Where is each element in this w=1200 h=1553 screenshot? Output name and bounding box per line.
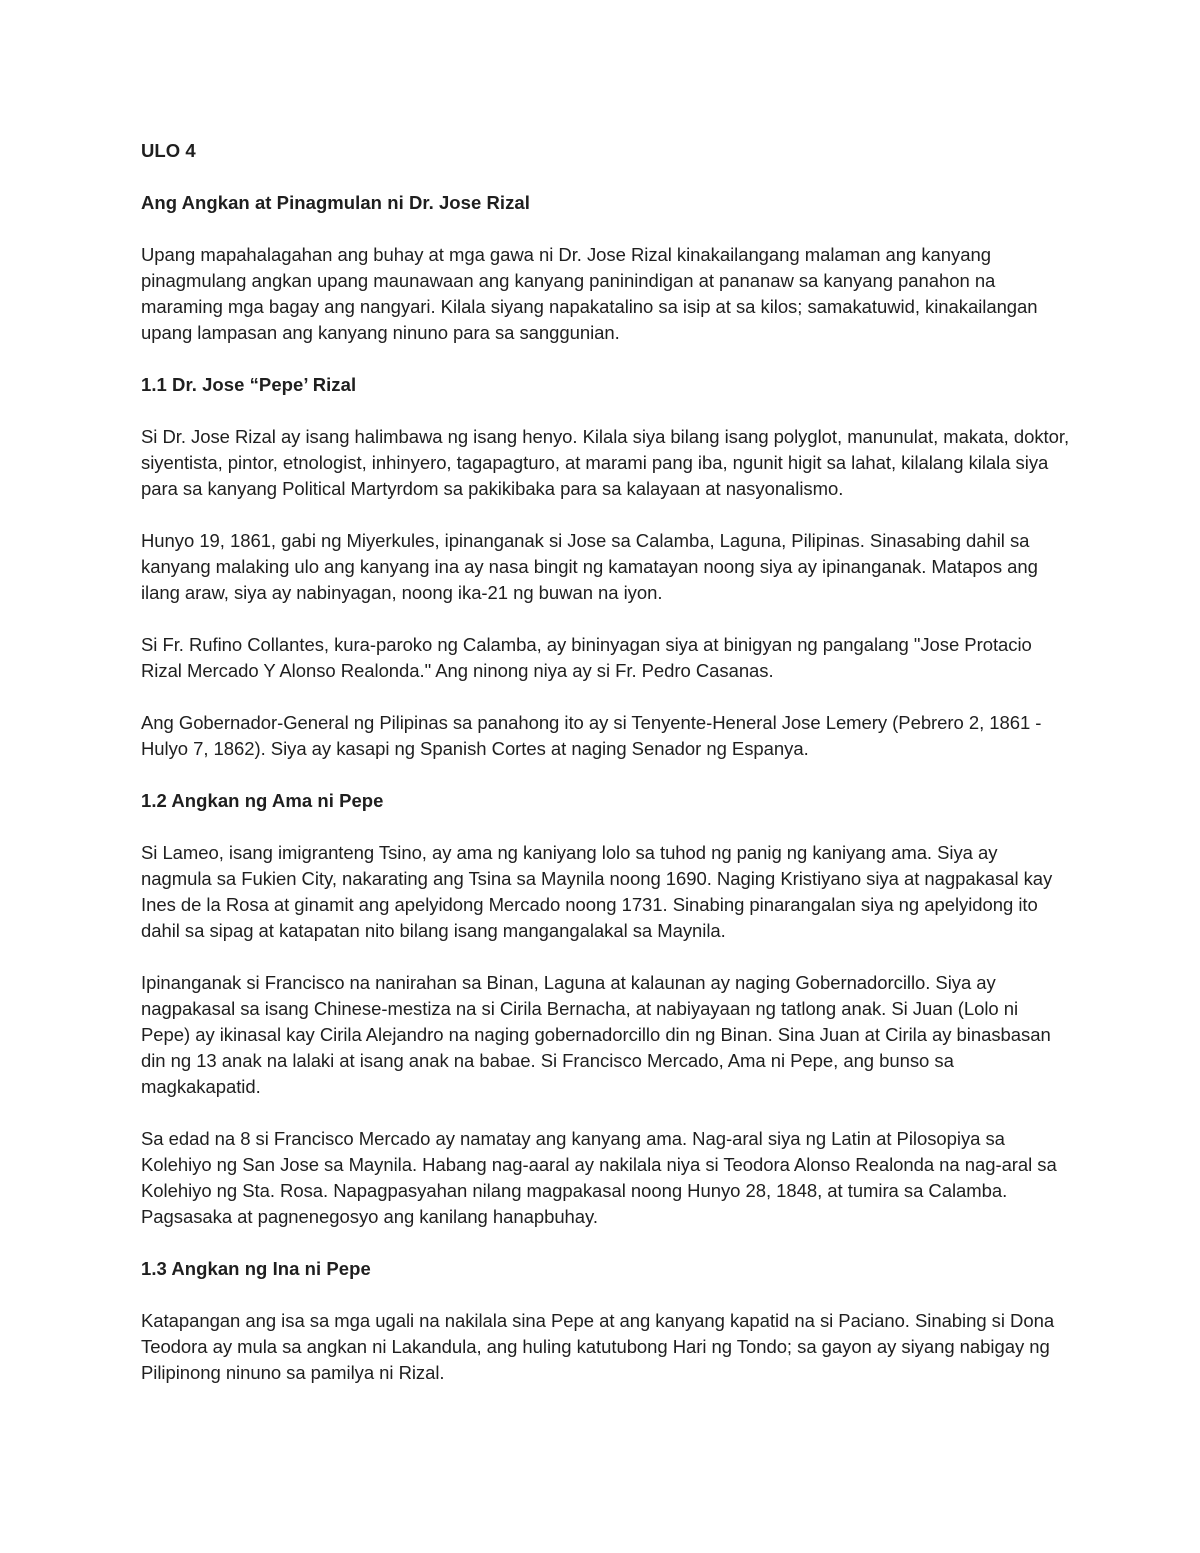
intro-paragraph: Upang mapahalagahan ang buhay at mga gawa ni Dr. Jose Rizal kinakailangang malaman ang kanyang pinagmulang angkan upang maunawaan ang kanyang paninindigan at pananaw sa kanyang panahon na maraming mga bagay ang nangyari. Kilala siyang napakatalino sa isip at sa kilos; samakatuwid, kinakailangan upang lampasan ang kanyang ninuno para sa sanggunian. [141, 244, 1038, 343]
document-title: ULO 4 [141, 140, 196, 161]
section-paragraph: Si Fr. Rufino Collantes, kura-paroko ng Calamba, ay bininyagan siya at binigyan ng pangalang "Jose Protacio Rizal Mercado Y Alonso Realonda." Ang ninong niya ay si Fr. Pedro Casanas. [141, 634, 1032, 681]
section-paragraph: Sa edad na 8 si Francisco Mercado ay namatay ang kanyang ama. Nag-aral siya ng Latin at Pilosopiya sa Kolehiyo ng San Jose sa Maynila. Habang nag-aaral ay nakilala niya si Teodora Alonso Realonda na nag-aral sa Kolehiyo ng Sta. Rosa. Napagpasyahan nilang magpakasal noong Hunyo 28, 1848, at tumira sa Calamba. Pagsasaka at pagnenegosyo ang kanilang hanapbuhay. [141, 1128, 1057, 1227]
section-paragraph: Si Dr. Jose Rizal ay isang halimbawa ng isang henyo. Kilala siya bilang isang polyglot, manunulat, makata, doktor, siyentista, pintor, etnologist, inhinyero, tagapagturo, at marami pang iba, ngunit higit sa lahat, kilalang kilala siya para sa kanyang Political Martyrdom sa pakikibaka para sa kalayaan at nasyonalismo. [141, 426, 1070, 499]
section-paragraph: Ang Gobernador-General ng Pilipinas sa panahong ito ay si Tenyente-Heneral Jose Lemery (Pebrero 2, 1861 - Hulyo 7, 1862). Siya ay kasapi ng Spanish Cortes at naging Senador ng Espanya. [141, 712, 1042, 759]
section-paragraph: Si Lameo, isang imigranteng Tsino, ay ama ng kaniyang lolo sa tuhod ng panig ng kaniyang ama. Siya ay nagmula sa Fukien City, nakarating ang Tsina sa Maynila noong 1690. Naging Kristiyano siya at nagpakasal kay Ines de la Rosa at ginamit ang apelyidong Mercado noong 1731. Sinabing pinarangalan siya ng apelyidong ito dahil sa sipag at katapatan nito bilang isang mangangalakal sa Maynila. [141, 842, 1053, 941]
section-paragraph: Katapangan ang isa sa mga ugali na nakilala sina Pepe at ang kanyang kapatid na si Paciano. Sinabing si Dona Teodora ay mula sa angkan ni Lakandula, ang huling katutubong Hari ng Tondo; sa gayon ay siyang nabigay ng Pilipinong ninuno sa pamilya ni Rizal. [141, 1310, 1055, 1383]
section-paragraph: Ipinanganak si Francisco na nanirahan sa Binan, Laguna at kalaunan ay naging Gobernadorcillo. Siya ay nagpakasal sa isang Chinese-mestiza na si Cirila Bernacha, at nabiyayaan ng tatlong anak. Si Juan (Lolo ni Pepe) ay ikinasal kay Cirila Alejandro na naging gobernadorcillo din ng Binan. Sina Juan at Cirila ay binasbasan din ng 13 anak na lalaki at isang anak na babae. Si Francisco Mercado, Ama ni Pepe, ang bunso sa magkakapatid. [141, 972, 1051, 1097]
section-heading: 1.2 Angkan ng Ama ni Pepe [141, 790, 384, 811]
section-1-1 [141, 372, 1071, 762]
section-paragraph: Hunyo 19, 1861, gabi ng Miyerkules, ipinanganak si Jose sa Calamba, Laguna, Pilipinas. Sinasabing dahil sa kanyang malaking ulo ang kanyang ina ay nasa bingit ng kamatayan noong siya ay ipinanganak. Matapos ang ilang araw, siya ay nabinyagan, noong ika-21 ng buwan na iyon. [141, 530, 1038, 603]
document-subtitle: Ang Angkan at Pinagmulan ni Dr. Jose Rizal [141, 192, 530, 213]
document-page [141, 138, 1071, 1412]
section-heading: 1.1 Dr. Jose “Pepe’ Rizal [141, 374, 357, 395]
section-1-3 [141, 1256, 1071, 1386]
section-heading: 1.3 Angkan ng Ina ni Pepe [141, 1258, 371, 1279]
section-1-2 [141, 788, 1071, 1230]
